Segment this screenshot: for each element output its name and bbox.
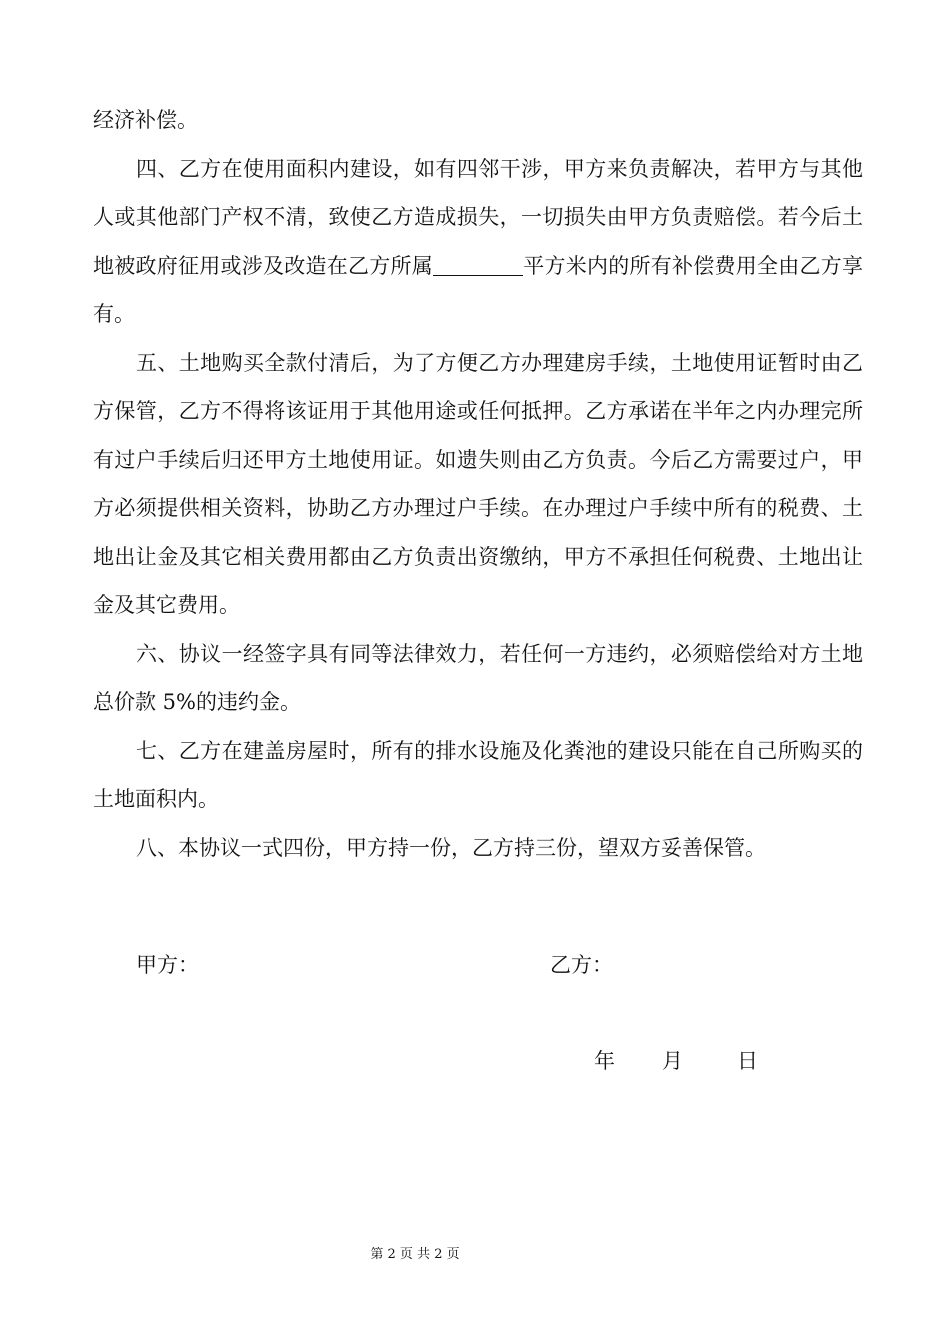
party-a-signature-label: 甲方： xyxy=(136,953,199,977)
page-number-footer: 第 2 页 共 2 页 xyxy=(370,1247,460,1262)
party-b-signature-label: 乙方： xyxy=(550,953,613,977)
day-label: 日 xyxy=(737,1049,758,1073)
paragraph-continuation: 经济补偿。 xyxy=(93,108,198,132)
year-label: 年 xyxy=(594,1049,615,1073)
clause-four-tail: 平方米内的所有补偿费用全由乙方享有。 xyxy=(93,253,863,326)
agreement-body xyxy=(93,96,863,872)
clause-four-text: 四、乙方在使用面积内建设，如有四邻干涉，甲方来负责解决，若甲方与其他人或其他部门产权不清，致使乙方造成损失，一切损失由甲方负责赔偿。若今后土地被政府征用或涉及改造在乙方所属 xyxy=(93,156,863,278)
month-label: 月 xyxy=(662,1049,683,1073)
clause-five: 五、土地购买全款付清后，为了方便乙方办理建房手续，土地使用证暂时由乙方保管，乙方不得将该证用于其他用途或任何抵押。乙方承诺在半年之内办理完所有过户手续后归还甲方土地使用证。如遗失则由乙方负责。今后乙方需要过户，甲方必须提供相关资料，协助乙方办理过户手续。在办理过户手续中所有的税费、土地出让金及其它相关费用都由乙方负责出资缴纳，甲方不承担任何税费、土地出让金及其它费用。 xyxy=(93,350,863,617)
clause-eight: 八、本协议一式四份，甲方持一份，乙方持三份，望双方妥善保管。 xyxy=(136,835,766,860)
area-blank-field xyxy=(433,253,523,276)
clause-seven: 七、乙方在建盖房屋时，所有的排水设施及化粪池的建设只能在自己所购买的土地面积内。 xyxy=(93,738,863,811)
signing-date xyxy=(594,1046,758,1076)
clause-six: 六、协议一经签字具有同等法律效力，若任何一方违约，必须赔偿给对方土地总价款 5%的违约金。 xyxy=(93,641,863,714)
clause-four xyxy=(93,145,863,339)
